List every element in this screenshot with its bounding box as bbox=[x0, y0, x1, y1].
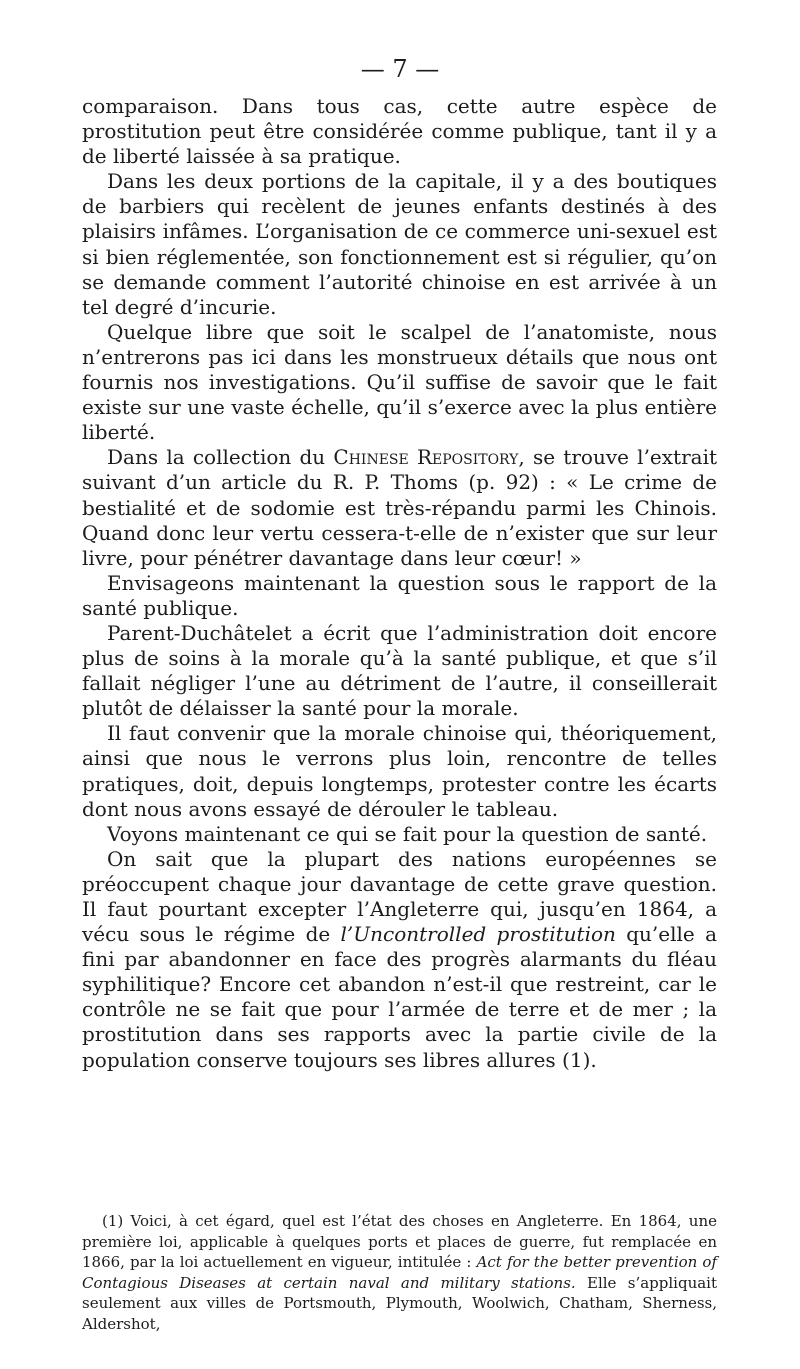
paragraph-1: comparaison. Dans tous cas, cette autre espèce de prostitution peut être considérée comme publique, tant il y a de liberté laissée à sa pratique. bbox=[82, 94, 717, 169]
paragraph-3: Quelque libre que soit le scalpel de l’anatomiste, nous n’entrerons pas ici dans les monstrueux détails que nous ont fournis nos investigations. Qu’il suffise de savoir que le fait existe sur une vaste échelle, qu’il s’exerce avec la plus entière liberté. bbox=[82, 319, 717, 445]
footnote-rest: Elle s’appliquait seulement aux villes de Portsmouth, Plymouth, Woolwich, Chatham, Sherness, Aldershot, bbox=[82, 1273, 718, 1333]
paragraph-7: Il faut convenir que la morale chinoise qui, théoriquement, ainsi que nous le verrons plus loin, rencontre de telles pratiques, doit, depuis longtemps, protester contre les écarts dont nous avons essayé de dérouler le tableau. bbox=[82, 721, 717, 821]
footnote-lead: (1) Voici, à cet égard, quel est l’état des choses en Angleterre. En 1864, une première loi, applicable à quelques ports et places de guerre, fut remplacée en 1866, par la loi actuellement en vigueur, intitulée : bbox=[82, 1212, 717, 1271]
footnote bbox=[82, 1211, 717, 1334]
paragraph-9 bbox=[82, 847, 717, 1073]
paragraph-8: Voyons maintenant ce qui se fait pour la question de santé. bbox=[107, 821, 708, 846]
paragraph-4 bbox=[82, 445, 717, 570]
footnote-1 bbox=[82, 1211, 717, 1334]
uncontrolled-prostitution-term: l’Uncontrolled prostitution bbox=[340, 922, 616, 947]
page-number: — 7 — bbox=[360, 55, 440, 83]
paragraph-9-lead: On sait que la plupart des nations européennes se préoccupent chaque jour davantage de cette grave question. Il faut pourtant excepter l’Angleterre qui, jusqu’en 1864, a vécu sous le régime de bbox=[82, 846, 717, 947]
paragraph-4-lead: Dans la collection du bbox=[107, 445, 334, 470]
paragraph-6: Parent-Duchâtelet a écrit que l’administration doit encore plus de soins à la morale qu’à la santé publique, et que s’il fallait négliger l’une au détriment de l’autre, il conseillerait plutôt de délaisser la santé pour la morale. bbox=[82, 620, 717, 721]
chinese-repository-title: Chinese Repository bbox=[333, 445, 519, 470]
main-text bbox=[82, 94, 717, 1073]
paragraph-5: Envisageons maintenant la question sous le rapport de la santé publique. bbox=[82, 570, 717, 620]
paragraph-2: Dans les deux portions de la capitale, il y a des boutiques de barbiers qui recèlent de jeunes enfants destinés à des plaisirs infâmes. L’organisation de ce commerce uni-sexuel est si bien réglementée, son fonctionnement est si régulier, qu’on se demande comment l’autorité chinoise en est arrivée à un tel degré d’incurie. bbox=[82, 169, 717, 319]
act-title: Act for the better prevention of Contagious Diseases at certain naval and military stations. bbox=[82, 1253, 717, 1292]
paragraph-4-rest: , se trouve l’extrait suivant d’un article du R. P. Thoms (p. 92) : « Le crime de bestialité et de sodomie est très-répandu parmi les Chinois. Quand donc leur vertu cessera-t-elle de n’exister que sur leur livre, pour pénétrer davantage dans leur cœur! » bbox=[82, 445, 718, 570]
paragraph-9-rest: qu’elle a fini par abandonner en face des progrès alarmants du fléau syphilitique? Encore cet abandon n’est-il que restreint, car le contrôle ne se fait que pour l’armée de terre et de mer ; la prostitution dans ses rapports avec la partie civile de la population conserve toujours ses libres allures (1). bbox=[82, 922, 717, 1072]
